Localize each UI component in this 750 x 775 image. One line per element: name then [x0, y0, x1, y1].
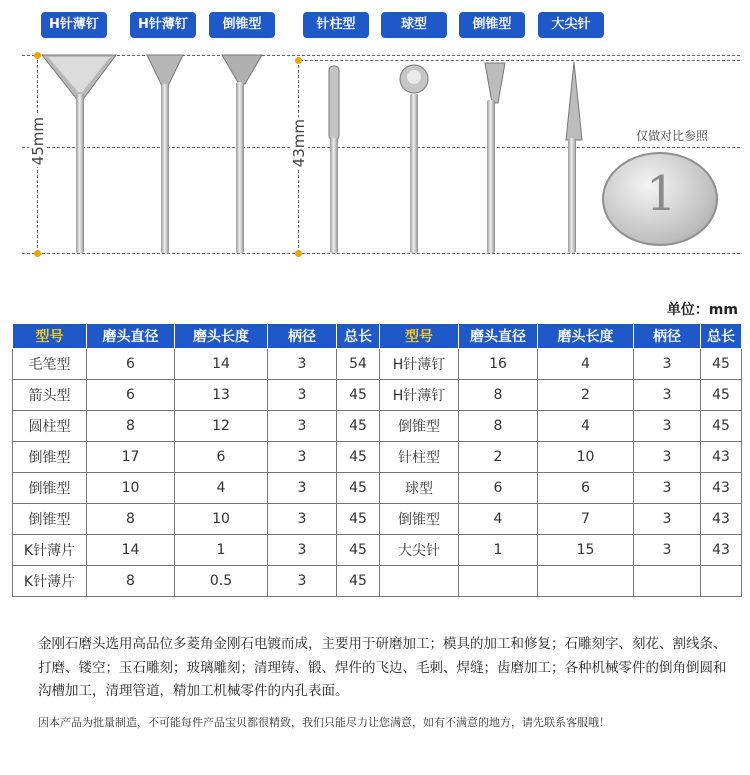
marker-dot: [34, 250, 41, 257]
tag-ball: 球型: [381, 12, 447, 38]
table-cell: 3: [268, 442, 337, 473]
table-cell: 45: [337, 442, 380, 473]
table-cell: 13: [175, 380, 268, 411]
table-cell: 4: [459, 504, 538, 535]
table-cell: 12: [175, 411, 268, 442]
table-cell: 43: [701, 504, 742, 535]
table-cell: 14: [87, 535, 175, 566]
table-row: [13, 566, 742, 597]
spec-table: [12, 323, 742, 597]
shank: [236, 82, 244, 253]
column-header: 磨头直径: [459, 324, 538, 349]
column-header: 磨头直径: [87, 324, 175, 349]
column-header: 柄径: [268, 324, 337, 349]
table-cell: 15: [538, 535, 634, 566]
table-body: [13, 349, 742, 597]
table-cell: 45: [701, 380, 742, 411]
table-cell: 45: [337, 380, 380, 411]
table-cell: H针薄钉: [380, 349, 459, 380]
table-cell: [701, 566, 742, 597]
unit-label: 单位：mm: [666, 302, 738, 318]
table-cell: 43: [701, 473, 742, 504]
column-header: 柄径: [634, 324, 701, 349]
table-cell: [380, 566, 459, 597]
table-cell: 10: [175, 504, 268, 535]
table-cell: 43: [701, 442, 742, 473]
table-cell: 3: [634, 380, 701, 411]
table-cell: 3: [268, 504, 337, 535]
table-cell: H针薄钉: [380, 380, 459, 411]
table-cell: 45: [337, 473, 380, 504]
table-row: [13, 473, 742, 504]
column-header: 型号: [13, 324, 87, 349]
table-cell: 球型: [380, 473, 459, 504]
table-cell: 4: [538, 349, 634, 380]
table-cell: [634, 566, 701, 597]
table-row: [13, 411, 742, 442]
table-cell: 54: [337, 349, 380, 380]
table-row: [13, 349, 742, 380]
table-cell: 倒锥型: [380, 411, 459, 442]
table-cell: 8: [459, 380, 538, 411]
table-cell: 4: [538, 411, 634, 442]
shank: [487, 100, 495, 253]
column-header: 总长: [337, 324, 380, 349]
table-cell: 45: [337, 504, 380, 535]
tag-large-point: 大尖针: [538, 12, 604, 38]
guide-bottom-line: [22, 253, 740, 254]
table-cell: 6: [175, 442, 268, 473]
table-cell: 8: [87, 566, 175, 597]
table-cell: K针薄片: [13, 535, 87, 566]
column-header: 磨头长度: [538, 324, 634, 349]
table-cell: 箭头型: [13, 380, 87, 411]
table-cell: 10: [538, 442, 634, 473]
table-cell: 7: [538, 504, 634, 535]
tool-ball: [396, 62, 432, 98]
shank: [410, 94, 418, 253]
table-cell: [538, 566, 634, 597]
marker-dot: [295, 250, 302, 257]
column-header: 磨头长度: [175, 324, 268, 349]
tool-large-point: [562, 60, 586, 144]
table-cell: 2: [459, 442, 538, 473]
table-cell: 3: [268, 380, 337, 411]
table-cell: 3: [268, 411, 337, 442]
shank: [330, 138, 338, 253]
table-cell: 毛笔型: [13, 349, 87, 380]
tag-needle-column: 针柱型: [303, 12, 369, 38]
table-row: [13, 442, 742, 473]
table-cell: 1: [175, 535, 268, 566]
table-cell: 8: [87, 504, 175, 535]
table-cell: 3: [268, 473, 337, 504]
table-header-row: [13, 324, 742, 349]
length-43mm-label: 43mm: [290, 119, 308, 168]
tool-needle-column: [324, 64, 344, 144]
table-cell: 8: [87, 411, 175, 442]
table-cell: 6: [459, 473, 538, 504]
coin-image: 1: [602, 152, 718, 246]
table-cell: 3: [268, 535, 337, 566]
table-cell: 3: [634, 504, 701, 535]
table-cell: 6: [87, 349, 175, 380]
table-cell: 6: [538, 473, 634, 504]
table-cell: 45: [701, 349, 742, 380]
table-cell: 45: [701, 411, 742, 442]
table-cell: 10: [87, 473, 175, 504]
table-cell: 0.5: [175, 566, 268, 597]
shank: [568, 138, 576, 253]
column-header: 总长: [701, 324, 742, 349]
tag-inverted-cone-1: 倒锥型: [209, 12, 275, 38]
table-cell: 3: [268, 349, 337, 380]
table-cell: 17: [87, 442, 175, 473]
table-cell: 8: [459, 411, 538, 442]
table-cell: 16: [459, 349, 538, 380]
table-cell: 45: [337, 411, 380, 442]
guide-middle-line: [22, 147, 740, 148]
table-cell: 倒锥型: [13, 442, 87, 473]
marker-dot: [295, 57, 302, 64]
guide-top-right-line: [295, 60, 740, 61]
tag-h-needle-1: H针薄钉: [41, 12, 107, 38]
table-cell: 45: [337, 535, 380, 566]
tool-inverted-cone-4: [482, 61, 508, 107]
shank: [161, 84, 169, 253]
table-cell: 倒锥型: [13, 504, 87, 535]
table-cell: [459, 566, 538, 597]
table-cell: 圆柱型: [13, 411, 87, 442]
guide-top-line: [22, 55, 740, 56]
table-cell: 43: [701, 535, 742, 566]
shank: [76, 94, 84, 253]
table-cell: 6: [87, 380, 175, 411]
table-cell: 3: [634, 535, 701, 566]
table-cell: 倒锥型: [13, 473, 87, 504]
table-cell: 3: [634, 442, 701, 473]
table-cell: 3: [634, 473, 701, 504]
table-cell: 3: [268, 566, 337, 597]
table-cell: 45: [337, 566, 380, 597]
table-cell: K针薄片: [13, 566, 87, 597]
table-cell: 大尖针: [380, 535, 459, 566]
tag-h-needle-2: H针薄钉: [130, 12, 196, 38]
table-row: [13, 504, 742, 535]
batch-note: 因本产品为批量制造，不可能每件产品宝贝都很精致，我们只能尽力让您满意，如有不满意的地方，请先联系客服哦！: [38, 716, 610, 729]
table-row: [13, 380, 742, 411]
column-header: 型号: [380, 324, 459, 349]
table-cell: 针柱型: [380, 442, 459, 473]
table-cell: 3: [634, 411, 701, 442]
table-cell: 3: [634, 349, 701, 380]
length-45mm-label: 45mm: [29, 117, 47, 166]
tag-inverted-cone-2: 倒锥型: [459, 12, 525, 38]
table-cell: 1: [459, 535, 538, 566]
table-row: [13, 535, 742, 566]
coin-comparison-note: 仅做对比参照: [636, 129, 709, 143]
product-description: 金刚石磨头选用高品位多菱角金刚石电镀而成，主要用于研磨加工；模具的加工和修复；石雕刻字、刻花、割线条、打磨、镂空；玉石雕刻；玻璃雕刻；清理铸、锻、焊件的飞边、毛刺、焊缝；齿磨加工；各种机械零件的倒角倒圆和沟槽加工，清理管道，精加工机械零件的内孔表面。: [38, 636, 727, 699]
table-cell: 倒锥型: [380, 504, 459, 535]
table-cell: 4: [175, 473, 268, 504]
table-cell: 2: [538, 380, 634, 411]
table-cell: 14: [175, 349, 268, 380]
